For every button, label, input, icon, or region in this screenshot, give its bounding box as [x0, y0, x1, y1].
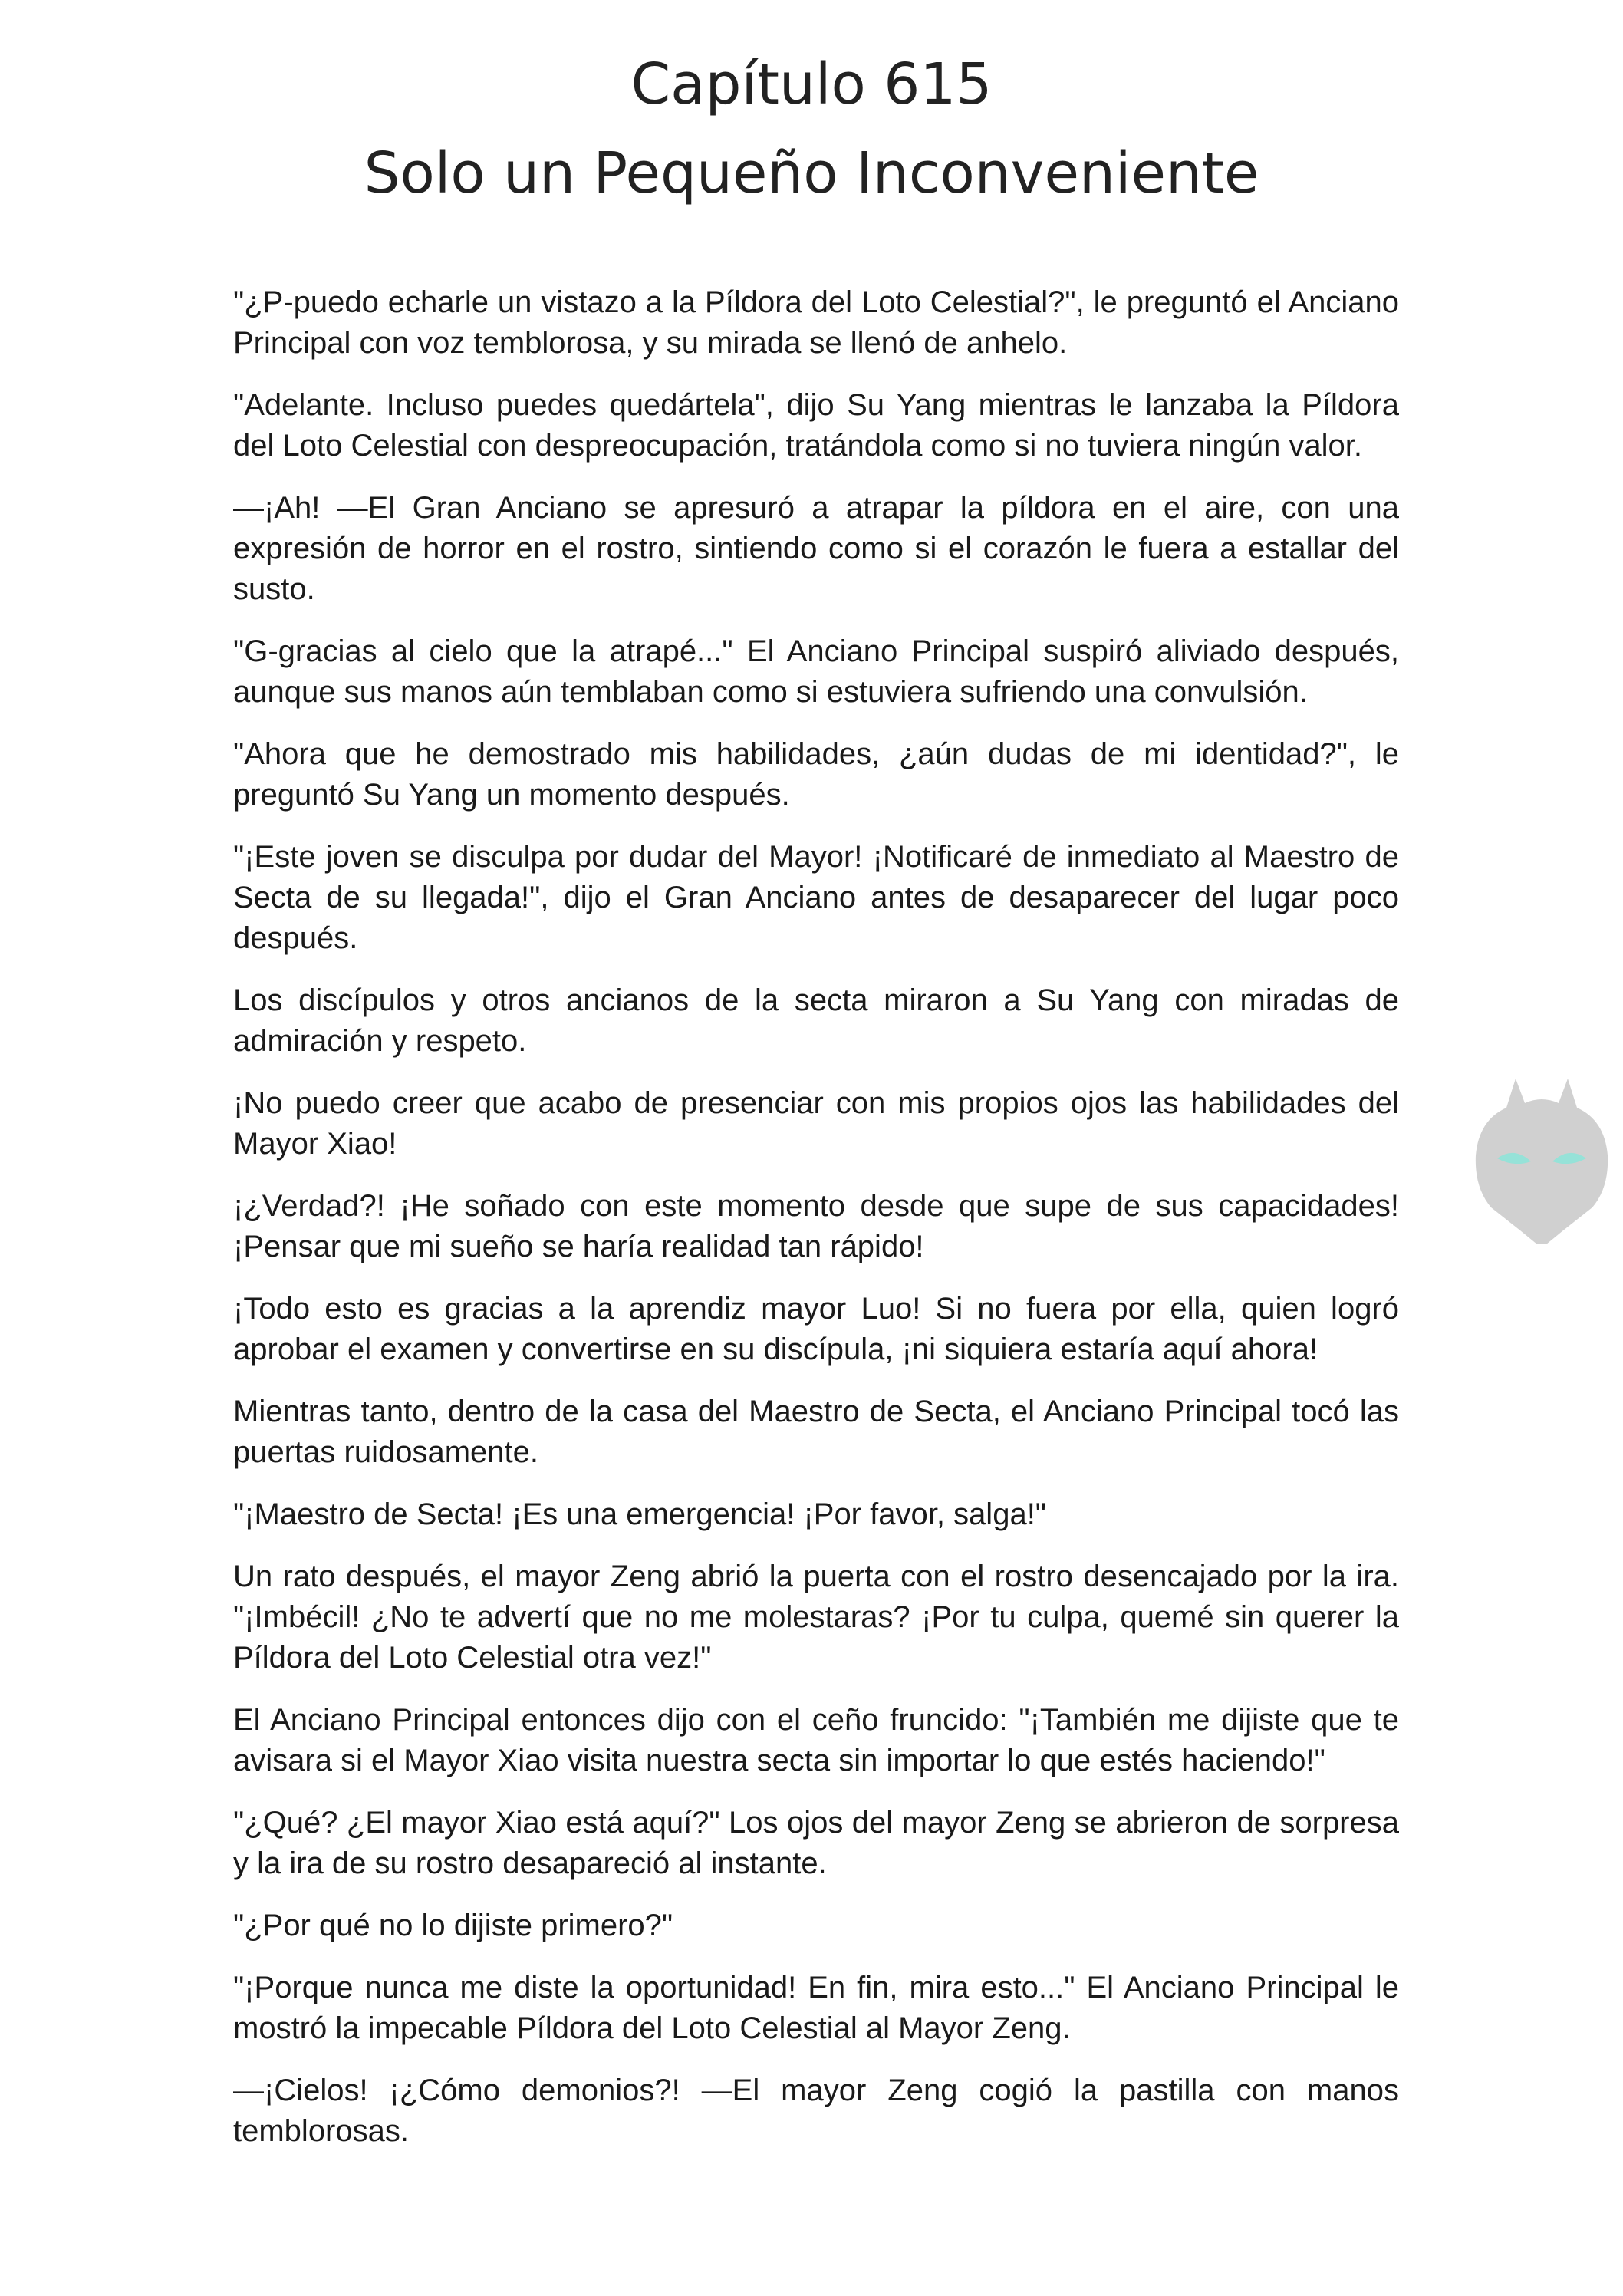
- paragraph: Los discípulos y otros ancianos de la secta miraron a Su Yang con miradas de admiración y respeto.: [233, 983, 1399, 1058]
- paragraph: "G-gracias al cielo que la atrapé..." El Anciano Principal suspiró aliviado después, aunque sus manos aún temblaban como si estuviera sufriendo una convulsión.: [233, 634, 1399, 709]
- paragraph: —¡Ah! —El Gran Anciano se apresuró a atrapar la píldora en el aire, con una expresión de horror en el rostro, sintiendo como si el corazón le fuera a estallar del susto.: [233, 491, 1399, 606]
- paragraph: "Ahora que he demostrado mis habilidades, ¿aún dudas de mi identidad?", le preguntó Su Yang un momento después.: [233, 737, 1399, 812]
- paragraph: "¿Qué? ¿El mayor Xiao está aquí?" Los ojos del mayor Zeng se abrieron de sorpresa y la ira de su rostro desapareció al instante.: [233, 1806, 1399, 1880]
- paragraph: Un rato después, el mayor Zeng abrió la puerta con el rostro desencajado por la ira. "¡Imbécil! ¿No te advertí que no me molestaras? ¡Por tu culpa, quemé sin querer la Píldora del Loto Celestial otra vez!": [233, 1560, 1399, 1675]
- paragraph: "¡Maestro de Secta! ¡Es una emergencia! ¡Por favor, salga!": [233, 1497, 1046, 1531]
- chapter-body: [233, 282, 1399, 2173]
- demon-head-icon: [1470, 1072, 1614, 1246]
- paragraph: ¡¿Verdad?! ¡He soñado con este momento desde que supe de sus capacidades! ¡Pensar que mi sueño se haría realidad tan rápido!: [233, 1189, 1399, 1263]
- paragraph: "¿P-puedo echarle un vistazo a la Píldora del Loto Celestial?", le preguntó el Anciano Principal con voz temblorosa, y su mirada se llenó de anhelo.: [233, 285, 1399, 360]
- chapter-heading: [0, 40, 1623, 218]
- paragraph: "¡Porque nunca me diste la oportunidad! En fin, mira esto..." El Anciano Principal le mostró la impecable Píldora del Loto Celestial al Mayor Zeng.: [233, 1971, 1399, 2045]
- chapter-title: Solo un Pequeño Inconveniente: [364, 140, 1259, 206]
- chapter-number: Capítulo 615: [630, 51, 993, 117]
- paragraph: ¡No puedo creer que acabo de presenciar con mis propios ojos las habilidades del Mayor Xiao!: [233, 1086, 1399, 1161]
- paragraph: "¿Por qué no lo dijiste primero?": [233, 1909, 673, 1942]
- paragraph: —¡Cielos! ¡¿Cómo demonios?! —El mayor Zeng cogió la pastilla con manos temblorosas.: [233, 2074, 1399, 2148]
- paragraph: ¡Todo esto es gracias a la aprendiz mayor Luo! Si no fuera por ella, quien logró aprobar el examen y convertirse en su discípula, ¡ni siquiera estaría aquí ahora!: [233, 1292, 1399, 1366]
- paragraph: "¡Este joven se disculpa por dudar del Mayor! ¡Notificaré de inmediato al Maestro de Secta de su llegada!", dijo el Gran Anciano antes de desaparecer del lugar poco después.: [233, 840, 1399, 955]
- paragraph: Mientras tanto, dentro de la casa del Maestro de Secta, el Anciano Principal tocó las puertas ruidosamente.: [233, 1395, 1399, 1469]
- paragraph: "Adelante. Incluso puedes quedártela", dijo Su Yang mientras le lanzaba la Píldora del Loto Celestial con despreocupación, tratándola como si no tuviera ningún valor.: [233, 388, 1399, 463]
- paragraph: El Anciano Principal entonces dijo con el ceño fruncido: "¡También me dijiste que te avisara si el Mayor Xiao visita nuestra secta sin importar lo que estés haciendo!": [233, 1703, 1399, 1777]
